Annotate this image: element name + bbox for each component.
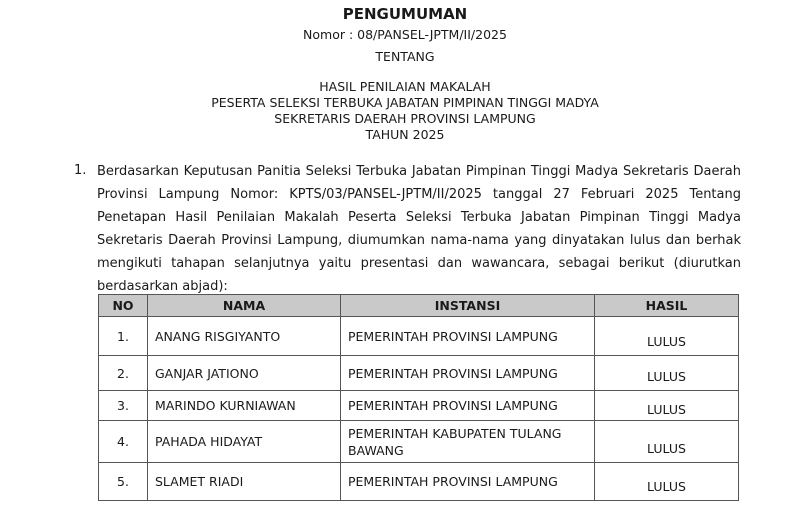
tentang-label: TENTANG: [375, 49, 435, 64]
cell-nama: MARINDO KURNIAWAN: [148, 391, 341, 421]
cell-hasil: LULUS: [595, 356, 739, 391]
header-nama: NAMA: [148, 295, 341, 317]
item-number: 1.: [74, 163, 87, 178]
cell-no: 4.: [99, 421, 148, 463]
subject-line: PESERTA SELEKSI TERBUKA JABATAN PIMPINAN TINGGI MADYA: [211, 95, 599, 110]
table-row: [99, 317, 739, 356]
header-no: NO: [99, 295, 148, 317]
cell-no: 3.: [99, 391, 148, 421]
header-hasil: HASIL: [595, 295, 739, 317]
cell-hasil: LULUS: [595, 463, 739, 501]
cell-nama: PAHADA HIDAYAT: [148, 421, 341, 463]
table-row: [99, 421, 739, 463]
results-table: [98, 294, 739, 501]
cell-no: 5.: [99, 463, 148, 501]
table-row: [99, 391, 739, 421]
paragraph-line: Provinsi Lampung Nomor: KPTS/03/PANSEL-JPTM/II/2025 tanggal 27 Februari 2025 Tentang: [97, 187, 741, 202]
table-header-row: [99, 295, 739, 317]
paragraph-line: Berdasarkan Keputusan Panitia Seleksi Terbuka Jabatan Pimpinan Tinggi Madya Sekretaris Daerah: [97, 164, 741, 179]
body-paragraph: [97, 163, 741, 301]
subject-line: SEKRETARIS DAERAH PROVINSI LAMPUNG: [274, 111, 536, 126]
paragraph-line: Sekretaris Daerah Provinsi Lampung, diumumkan nama-nama yang dinyatakan lulus dan berhak: [97, 233, 741, 248]
cell-no: 2.: [99, 356, 148, 391]
paragraph-line: Penetapan Hasil Penilaian Makalah Peserta Seleksi Terbuka Jabatan Pimpinan Tinggi Madya: [97, 210, 741, 225]
cell-instansi: PEMERINTAH PROVINSI LAMPUNG: [341, 317, 595, 356]
header-instansi: INSTANSI: [341, 295, 595, 317]
cell-nama: GANJAR JATIONO: [148, 356, 341, 391]
table-row: [99, 356, 739, 391]
paragraph-line: berdasarkan abjad):: [97, 279, 228, 294]
cell-instansi: PEMERINTAH KABUPATEN TULANG BAWANG: [341, 421, 595, 463]
paragraph-line: mengikuti tahapan selanjutnya yaitu presentasi dan wawancara, sebagai berikut (diurutkan: [97, 256, 741, 271]
subject-line: TAHUN 2025: [365, 127, 445, 142]
table-row: [99, 463, 739, 501]
cell-nama: SLAMET RIADI: [148, 463, 341, 501]
document-title: PENGUMUMAN: [342, 5, 468, 23]
document-number: Nomor : 08/PANSEL-JPTM/II/2025: [303, 27, 507, 42]
cell-hasil: LULUS: [595, 421, 739, 463]
subject-line: HASIL PENILAIAN MAKALAH: [319, 79, 491, 94]
cell-nama: ANANG RISGIYANTO: [148, 317, 341, 356]
cell-instansi: PEMERINTAH PROVINSI LAMPUNG: [341, 391, 595, 421]
cell-instansi: PEMERINTAH PROVINSI LAMPUNG: [341, 463, 595, 501]
cell-instansi: PEMERINTAH PROVINSI LAMPUNG: [341, 356, 595, 391]
cell-hasil: LULUS: [595, 391, 739, 421]
cell-no: 1.: [99, 317, 148, 356]
cell-hasil: LULUS: [595, 317, 739, 356]
